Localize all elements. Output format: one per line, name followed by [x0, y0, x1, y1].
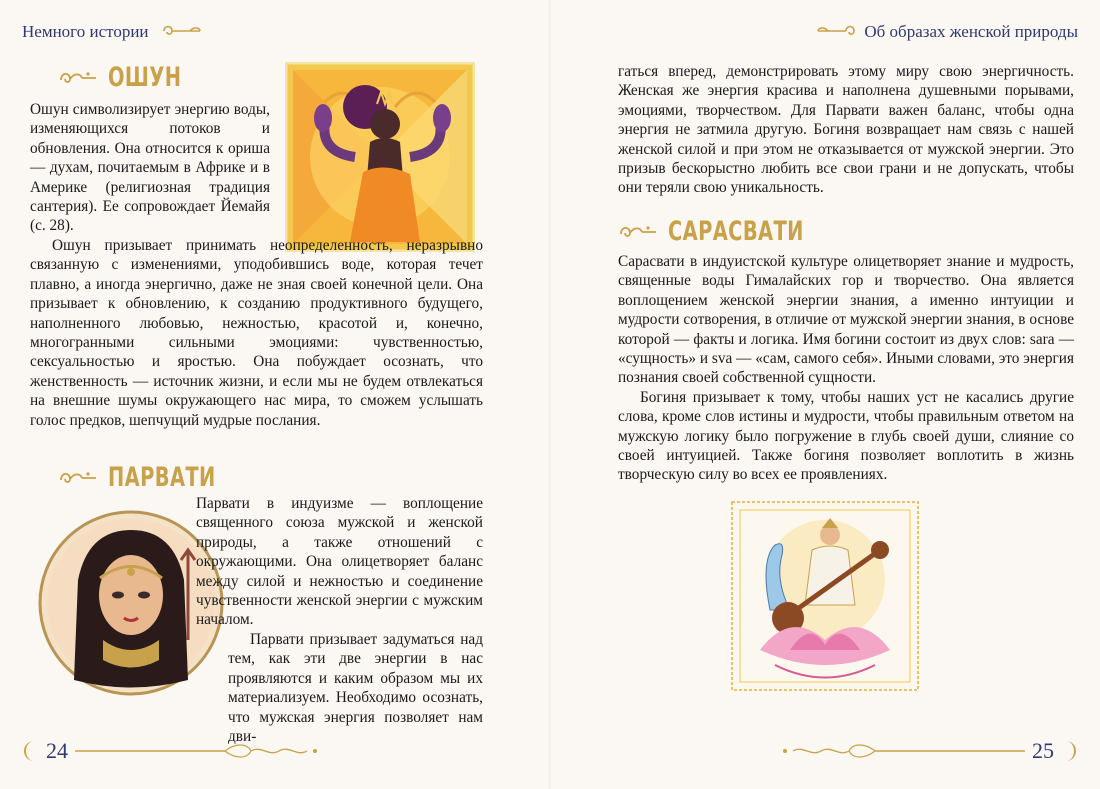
- running-head-left: Немного истории: [22, 22, 149, 41]
- footer-flourish-left: [75, 740, 545, 762]
- section-heading-parvati: [58, 462, 243, 493]
- parvati-text-block-2: [228, 630, 483, 746]
- footer-flourish-right: [555, 740, 1025, 762]
- running-head-right: Об образах женской природы: [864, 22, 1078, 41]
- parvati-paragraph-1: Парвати в индуизме — воплощение священного союза мужской и женской природы, а также отношений с окружающими. Она олицетворяет баланс между силой и нежностью и соединение чувственности женской энергии с мужским началом.: [196, 495, 483, 629]
- sarasvati-paragraph-1: Сарасвати в индуистской культуре олицетворяет знание и мудрость, священные воды Гималайских гор и творчество. Она является воплощением женской энергии знания, а именно интуиции и мудрости сотворения, в отличие от мужской энергии знания, в основе которой — факты и логика. Имя богини состоит из двух слов: sara — «сущность» и sva — «сам, самого себя». Иными словами, это энергия познания своей собственной сущности.: [618, 253, 1074, 387]
- moon-icon: [22, 739, 40, 763]
- oshun-paragraph-2: Ошун призывает принимать неопределенность, неразрывно связанную с изменениями, уподобившись воде, которая течет плавно, а иногда энергично, даже не зная своей конечной цели. Она призывает к обновлению, к созданию продуктивного будущего, наполненного любовью, нежностью, красотой и, конечно, многогранными сильными эмоциями: чувственностью, сексуальностью и яростью. Она побуждает осознать, что женственность — источник жизни, и если мы не будем отвлекаться на внешние шумы окружающего нас мира, то сможем услышать голос предков, шепчущий мудрые послания.: [30, 237, 483, 429]
- sarasvati-text-block: [618, 252, 1074, 485]
- parvati-paragraph-2: Парвати призывает задуматься над тем, как эти две энергии в нас проявляются и каким образом мы их материализуем. Необходимо осознать, что мужская энергия позволяет нам дви-: [228, 631, 483, 746]
- flourish-icon: [812, 22, 860, 40]
- oshun-title: ОШУН: [108, 62, 182, 93]
- right-page: [550, 0, 1100, 789]
- flourish-icon: [160, 22, 204, 40]
- sarasvati-title: САРАСВАТИ: [668, 216, 804, 247]
- parvati-text-block-1: [196, 494, 483, 630]
- oshun-paragraph-1: Ошун символизирует энергию воды, изменяющихся потоков и обновления. Она относится к ориша — духам, почитаемым в Африке и в Америке (религиозная традиция сантерия). Ее сопровождает Йемайя (с. 28).: [30, 101, 270, 235]
- page-number-left: 24: [46, 738, 68, 763]
- section-heading-oshun: [58, 62, 200, 93]
- parvati-continuation: гаться вперед, демонстрировать этому миру свою энергичность. Женская же энергия красива и наполнена душевными порывами, эмоциями, творчеством. Для Парвати важен баланс, чтобы одна энергия не затмила другую. Богиня возвращает нам связь с нашей женской силой и при этом не отказывается от мужской энергии. Это призыв бескорыстно любить все свои грани и не допускать, чтобы они теряли свою уникальность.: [618, 63, 1074, 197]
- oshun-text-block: [30, 100, 270, 236]
- moon-icon: [1060, 739, 1078, 763]
- sarasvati-paragraph-2: Богиня призывает к тому, чтобы наших уст не касались другие слова, кроме слов истины и мудрости, чтобы правильным ответом на мужскую логику было погружение в глубь своей души, слияние со своей интуицией. Также богиня позволяет воплотить в жизнь творческую силу во всех ее проявлениях.: [618, 388, 1074, 484]
- page-number-right: 25: [1032, 738, 1054, 763]
- parvati-continuation-block: [618, 62, 1074, 198]
- oshun-text-block-2: [30, 236, 483, 430]
- swirl-ornament-icon: [618, 221, 658, 243]
- sarasvati-illustration: [730, 500, 920, 692]
- swirl-ornament-icon: [58, 467, 98, 489]
- swirl-ornament-icon: [58, 67, 98, 89]
- oshun-illustration: [285, 62, 475, 252]
- section-heading-sarasvati: [618, 216, 838, 247]
- parvati-title: ПАРВАТИ: [108, 462, 216, 493]
